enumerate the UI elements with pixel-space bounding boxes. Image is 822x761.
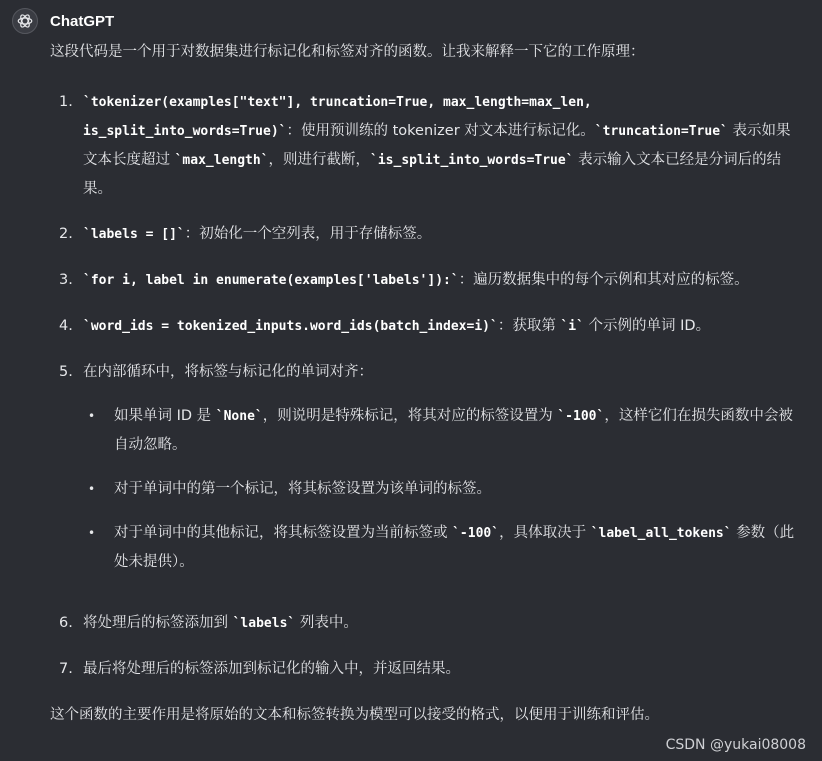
list-item-text: [83, 358, 800, 592]
text: ：初始化一个空列表，用于存储标签。: [184, 226, 432, 242]
sub-item-text: [114, 519, 800, 576]
intro-paragraph: 这段代码是一个用于对数据集进行标记化和标签对齐的函数。让我来解释一下它的工作原理：: [50, 44, 645, 60]
sub-list-item: [83, 475, 800, 503]
text: 列表中。: [299, 615, 358, 631]
text: 将处理后的标签添加到: [83, 615, 228, 631]
text: ，则进行截断，: [268, 152, 371, 168]
inline-code: `-100`: [557, 409, 605, 424]
list-item-text: [83, 655, 800, 683]
list-item-text: [83, 88, 800, 203]
inline-code: `is_split_into_words=True`: [370, 153, 574, 168]
list-item: [50, 88, 800, 203]
inline-code: `tokenizer(examples["text"], truncation=True, max_length=max_len, is_split_into_words=True)`: [83, 95, 592, 139]
text: ：使用预训练的 tokenizer 对文本进行标记化。: [286, 123, 595, 139]
steps-list: [50, 88, 800, 683]
list-item-text: [83, 609, 800, 638]
list-number: 3.: [59, 272, 73, 288]
bullet-icon: •: [88, 482, 96, 496]
inline-code: `i`: [560, 319, 584, 334]
inline-code: `labels`: [232, 616, 296, 631]
list-item: [50, 609, 800, 638]
sub-item-text: [114, 402, 800, 459]
message-header: [12, 8, 114, 34]
text: ：遍历数据集中的每个示例和其对应的标签。: [458, 272, 749, 288]
openai-logo-icon: [12, 8, 38, 34]
list-number: 2.: [59, 226, 73, 242]
list-item-text: [83, 266, 800, 295]
sub-list-item: [83, 519, 800, 576]
watermark: CSDN @yukai08008: [665, 737, 806, 753]
list-item: [50, 312, 800, 341]
text: ，具体取决于: [499, 525, 587, 541]
inline-code: `max_length`: [174, 153, 269, 168]
list-number: 5.: [59, 364, 73, 380]
text: 表示如果文本长度超过: [83, 123, 791, 168]
text: ，则说明是特殊标记，将其对应的标签设置为: [262, 408, 553, 424]
text: 对于单词中的其他标记，将其标签设置为当前标签或: [114, 525, 448, 541]
outro-paragraph: 这个函数的主要作用是将原始的文本和标签转换为模型可以接受的格式，以便用于训练和评估。: [50, 707, 659, 723]
list-number: 4.: [59, 318, 73, 334]
list-item: [50, 220, 800, 249]
text: 在内部循环中，将标签与标记化的单词对齐：: [83, 364, 373, 380]
inline-code: `None`: [215, 409, 263, 424]
text: ，这样它们在损失函数中会被自动忽略。: [114, 408, 793, 453]
list-item: [50, 655, 800, 683]
bullet-icon: •: [88, 526, 96, 540]
text: ：获取第: [497, 318, 556, 334]
list-item: [50, 266, 800, 295]
inline-code: `labels = []`: [83, 227, 185, 242]
inline-code: `word_ids = tokenized_inputs.word_ids(batch_index=i)`: [83, 319, 498, 334]
list-item-text: [83, 312, 800, 341]
text: 个示例的单词 ID。: [588, 318, 711, 334]
sub-list-item: [83, 402, 800, 459]
text: 表示输入文本已经是分词后的结果。: [83, 152, 782, 197]
list-item: [50, 358, 800, 592]
message-content: [50, 34, 800, 729]
text: 参数（此处未提供）。: [114, 525, 795, 570]
inline-code: `for i, label in enumerate(examples['labels']):`: [83, 273, 459, 288]
text: 对于单词中的第一个标记，将其标签设置为该单词的标签。: [114, 481, 491, 497]
inline-code: `-100`: [452, 526, 500, 541]
list-number: 1.: [59, 94, 73, 110]
list-item-text: [83, 220, 800, 249]
bullet-icon: •: [88, 409, 96, 423]
sub-list: [83, 402, 800, 576]
inline-code: `truncation=True`: [594, 124, 728, 139]
list-number: 6.: [59, 615, 73, 631]
text: 最后将处理后的标签添加到标记化的输入中，并返回结果。: [83, 661, 460, 677]
list-number: 7.: [59, 661, 73, 677]
inline-code: `label_all_tokens`: [590, 526, 732, 541]
author-name: ChatGPT: [50, 12, 115, 30]
text: 如果单词 ID 是: [114, 408, 212, 424]
sub-item-text: [114, 475, 800, 503]
